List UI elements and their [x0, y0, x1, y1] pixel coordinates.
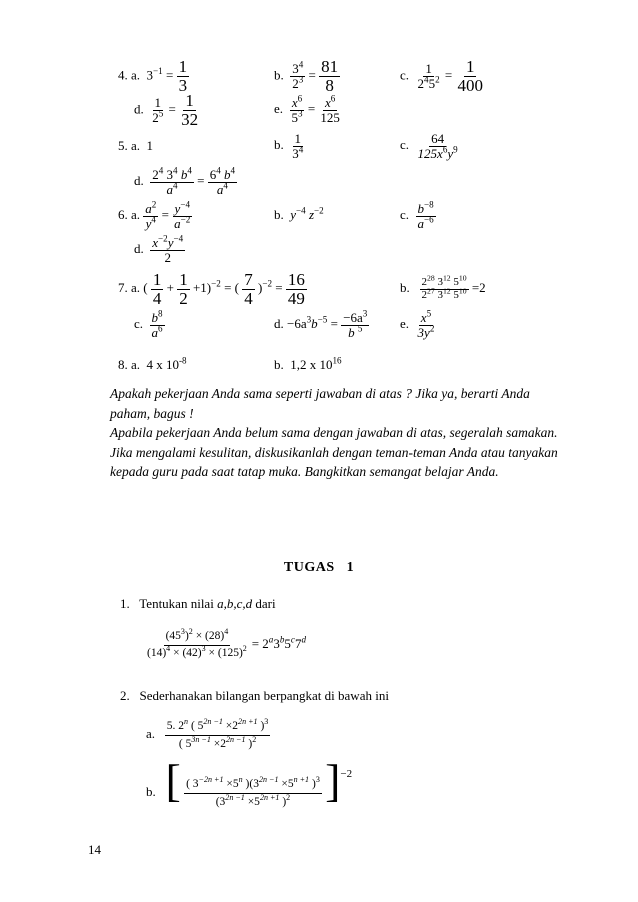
left-bracket: [ [165, 755, 181, 806]
answer-7b: b. $\frac{2^{28} 3^{12} 5^{10}}{2^{27} 3^{12} 5^{10}}$ =2 [400, 273, 486, 301]
answer-5a: 5. a. 1 [118, 138, 154, 153]
answer-6a: 6. a. $\frac{a^2}{y^4}$ = $\frac{y^{-4}}{a^{-2}}$ [118, 199, 191, 231]
right-bracket: ] [325, 755, 341, 806]
answer-4d: d. $\frac{1}{2^5}$ = $\frac{1}{32}$ [134, 91, 199, 129]
answer-5c: c. $\frac{64}{125x^6y^9}$ [400, 130, 458, 161]
answer-6d: d. $\frac{x^{-2}y^{-4}}{2}$ [134, 233, 184, 265]
answer-7c: c. $\frac{b^8}{a^6}$ [134, 308, 163, 340]
answer-4c: c. $\frac{1}{2^45^2}$ = $\frac{1}{400}$ [400, 57, 483, 95]
page-number: 14 [88, 842, 101, 857]
answer-7e: e. $\frac{x^5}{3y^2}$ [400, 308, 435, 340]
answer-6c: c. $\frac{b^{-8}}{a^{-6}}$ [400, 199, 434, 231]
section-title: TUGAS 1 [283, 560, 355, 575]
answer-8a: 8. a. 4 x $10^{-8}$ [118, 355, 187, 372]
answer-8b: b. 1,2 x $10^{16}$ [274, 355, 342, 372]
answer-5d: d. $\frac{2^4 3^4 b^4}{a^4}$ = $\frac{6^4 b^4}{a^4}$ [134, 165, 236, 197]
feedback-note [110, 384, 560, 482]
answer-7a: 7. a. ( $\frac{1}{4}$ + $\frac{1}{2}$ +1)$^{-2}$ = ( $\frac{7}{4}$ )$^{-2}$ = $\frac{16}{49}$ [118, 269, 305, 308]
note-line-1: Apakah pekerjaan Anda sama seperti jawaban di atas ? Jika ya, berarti Anda paham, bagus ! [110, 386, 530, 421]
answer-5b: b. $\frac{1}{3^4}$ [274, 130, 304, 161]
answer-4a: 4. a. $3^{-1}$ = $\frac{1}{3}$ [118, 57, 188, 95]
answer-6b: b. $y^{-4}$ $z^{-2}$ [274, 205, 324, 222]
answer-4b: b. $\frac{3^4}{2^3}$ = $\frac{81}{8}$ [274, 57, 339, 95]
answer-4e: e. $\frac{x^6}{5^3}$ = $\frac{x^6}{125}$ [274, 93, 340, 125]
question-1: 1. Tentukan nilai a,b,c,d dari [120, 596, 276, 611]
question-2a: a. $\frac{5. 2^n ( 5^{2n -1} \times 2^{2n +1} )^3}{( 5^{3n -1} \times 2^{2n -1} )^2}$ [146, 717, 269, 750]
question-1-equation: $\frac{(45^3)^2 \times (28)^4}{(14)^4 \times (42)^3 \times (125)^2}$ = $2^a3^b5^c7^d$ [147, 627, 306, 659]
question-2b: b. [ $\frac{( 3^{-2n +1} \times 5^n )(3^{2n -1} \times 5^{n +1} )^3}{(3^{2n -1} \times 5^{2n +1} )^2}$ ]$^{-2}$ [146, 755, 353, 808]
answer-7d: d. $-6a^3b^{-5}$ = $\frac{-6a^3}{b ^5}$ [274, 308, 368, 340]
note-line-3: Jika mengalami kesulitan, diskusikanlah dengan teman-teman Anda atau tanyakan kepada guru pada saat tatap muka. Bangkitkan semangat belajar Anda. [110, 444, 558, 479]
note-line-2: Apabila pekerjaan Anda belum sama dengan jawaban di atas, segeralah samakan. [110, 425, 558, 440]
question-2: 2. Sederhanakan bilangan berpangkat di bawah ini [120, 688, 389, 703]
